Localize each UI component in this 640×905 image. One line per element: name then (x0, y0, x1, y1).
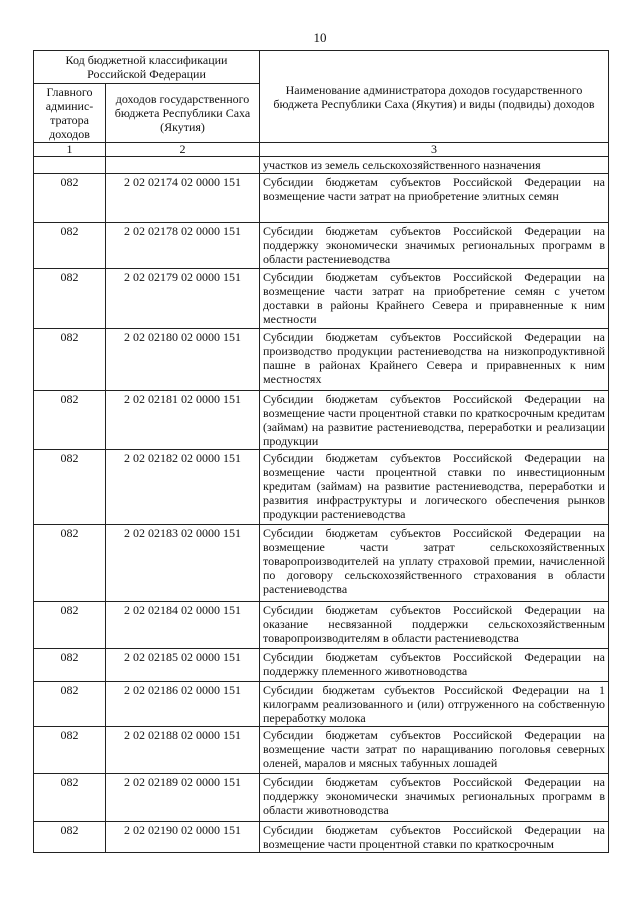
table-row (34, 774, 609, 822)
admin-code-cell: 082 (34, 682, 106, 727)
table-row (34, 822, 609, 853)
admin-code-cell: 082 (34, 649, 106, 682)
revenue-code-cell: 2 02 02188 02 0000 151 (106, 727, 260, 774)
table-row (34, 450, 609, 525)
revenue-name-cell: Субсидии бюджетам субъектов Российской Федерации на возмещение части затрат по наращиванию поголовья северных оленей, маралов и мясных табунных лошадей (260, 727, 609, 774)
header-number-3: 3 (260, 143, 609, 157)
header-col2: доходов государственного бюджета Республики Саха (Якутия) (106, 84, 260, 143)
admin-code-cell: 082 (34, 329, 106, 391)
header-number-1: 1 (34, 143, 106, 157)
revenue-code-cell: 2 02 02179 02 0000 151 (106, 269, 260, 329)
revenue-name-cell: Субсидии бюджетам субъектов Российской Федерации на 1 килограмм реализованного и (или) отгруженного на собственную переработку молока (260, 682, 609, 727)
revenue-name-cell: Субсидии бюджетам субъектов Российской Федерации на возмещение части затрат на приобретение элитных семян (260, 174, 609, 223)
continuation-text: участков из земель сельскохозяйственного назначения (260, 157, 609, 174)
admin-code-cell: 082 (34, 774, 106, 822)
header-col1: Главного админис-тратора доходов (34, 84, 106, 143)
admin-code-cell: 082 (34, 525, 106, 602)
admin-code-cell: 082 (34, 174, 106, 223)
revenue-name-cell: Субсидии бюджетам субъектов Российской Федерации на оказание несвязанной поддержки сельскохозяйственным товаропроизводителям в области растениеводства (260, 602, 609, 649)
admin-code-cell: 082 (34, 391, 106, 450)
table-row (34, 682, 609, 727)
revenue-name-cell: Субсидии бюджетам субъектов Российской Федерации на производство продукции растениеводства на низкопродуктивной пашне в районах Крайнего Севера и приравненных к ним местностях (260, 329, 609, 391)
table-row (34, 525, 609, 602)
continuation-row (34, 157, 609, 174)
header-number-2: 2 (106, 143, 260, 157)
header-group-title: Код бюджетной классификации Российской Федерации (34, 51, 260, 84)
admin-code-cell: 082 (34, 223, 106, 269)
revenue-code-cell: 2 02 02181 02 0000 151 (106, 391, 260, 450)
revenue-name-cell: Субсидии бюджетам субъектов Российской Федерации на поддержку экономически значимых региональных программ в области растениеводства (260, 223, 609, 269)
revenue-name-cell: Субсидии бюджетам субъектов Российской Федерации на возмещение части процентной ставки по краткосрочным (260, 822, 609, 853)
admin-code-cell: 082 (34, 450, 106, 525)
revenue-name-cell: Субсидии бюджетам субъектов Российской Федерации на возмещение части процентной ставки по краткосрочным кредитам (займам) на развитие растениеводства, переработки и реализации продукции (260, 391, 609, 450)
revenue-code-cell: 2 02 02180 02 0000 151 (106, 329, 260, 391)
revenue-name-cell: Субсидии бюджетам субъектов Российской Федерации на поддержку племенного животноводства (260, 649, 609, 682)
table-row (34, 223, 609, 269)
admin-code-cell: 082 (34, 727, 106, 774)
revenue-name-cell: Субсидии бюджетам субъектов Российской Федерации на возмещение части затрат на приобретение семян с учетом доставки в районы Крайнего Севера и приравненные к ним местности (260, 269, 609, 329)
revenue-code-cell: 2 02 02174 02 0000 151 (106, 174, 260, 223)
table-row (34, 649, 609, 682)
table-row (34, 727, 609, 774)
admin-code-cell: 082 (34, 269, 106, 329)
revenue-code-cell: 2 02 02178 02 0000 151 (106, 223, 260, 269)
revenue-name-cell: Субсидии бюджетам субъектов Российской Федерации на поддержку экономически значимых региональных программ в области животноводства (260, 774, 609, 822)
revenue-name-cell: Субсидии бюджетам субъектов Российской Федерации на возмещение части затрат сельскохозяйственных товаропроизводителей на уплату страховой премии, начисленной по договору сельскохозяйственного страхования в области растениеводства (260, 525, 609, 602)
revenue-name-cell: Субсидии бюджетам субъектов Российской Федерации на возмещение части процентной ставки по инвестиционным кредитам (займам) на развитие растениеводства, переработки и развития инфраструктуры и логического обеспечения рынков продукции растениеводства (260, 450, 609, 525)
table-row (34, 602, 609, 649)
table-row (34, 269, 609, 329)
page-number: 10 (313, 30, 327, 45)
revenue-code-cell: 2 02 02190 02 0000 151 (106, 822, 260, 853)
header-col3: Наименование администратора доходов государственного бюджета Республики Саха (Якутия) и виды (подвиды) доходов (260, 51, 609, 143)
table-row (34, 174, 609, 223)
revenue-code-cell: 2 02 02182 02 0000 151 (106, 450, 260, 525)
table-row (34, 391, 609, 450)
revenue-code-cell: 2 02 02189 02 0000 151 (106, 774, 260, 822)
admin-code-cell: 082 (34, 602, 106, 649)
admin-code-cell: 082 (34, 822, 106, 853)
revenue-code-cell: 2 02 02185 02 0000 151 (106, 649, 260, 682)
budget-classification-table (33, 50, 609, 853)
revenue-code-cell: 2 02 02183 02 0000 151 (106, 525, 260, 602)
table-row (34, 329, 609, 391)
revenue-code-cell: 2 02 02184 02 0000 151 (106, 602, 260, 649)
revenue-code-cell: 2 02 02186 02 0000 151 (106, 682, 260, 727)
